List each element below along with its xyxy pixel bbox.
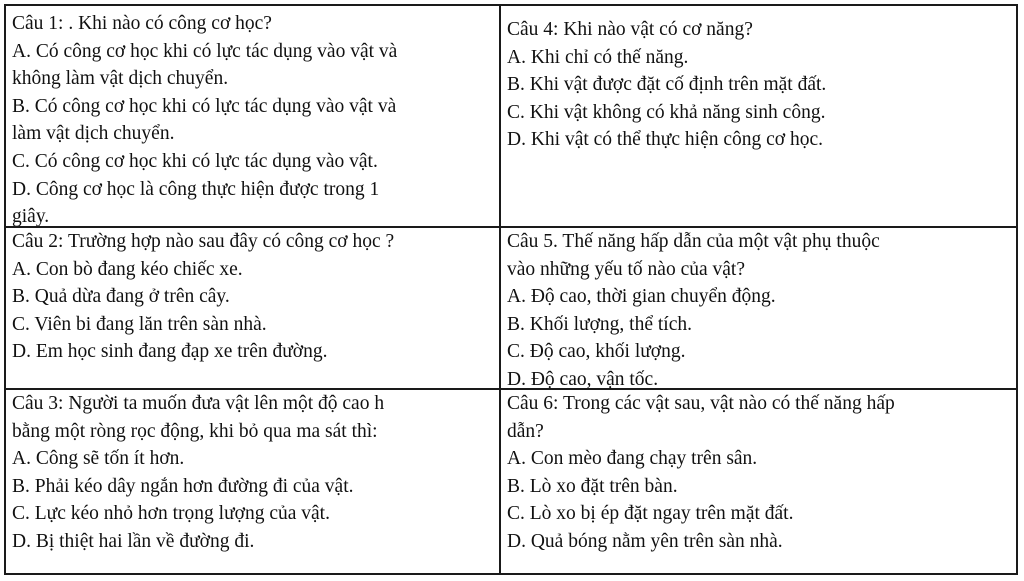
question-6-option-b: B. Lò xo đặt trên bàn. [507,475,678,497]
question-5-option-d: D. Độ cao, vận tốc. [507,368,659,390]
quiz-table [4,4,1018,575]
question-2-option-b: B. Quả dừa đang ở trên cây. [12,286,230,308]
question-2-option-a: A. Con bò đang kéo chiếc xe. [12,258,243,280]
question-4-option-b: B. Khi vật được đặt cố định trên mặt đất. [507,74,827,96]
question-3-cell [6,390,501,573]
question-1-option-d-cont: giây. [12,206,50,228]
question-4-cell [501,6,1016,228]
question-3-option-b: B. Phải kéo dây ngắn hơn đường đi của vật. [12,475,354,497]
question-6-title-cont: dẫn? [507,420,544,442]
question-1-option-d: D. Công cơ học là công thực hiện được trong 1 [12,178,380,200]
question-4-option-d: D. Khi vật có thể thực hiện công cơ học. [507,129,823,151]
question-2-cell [6,228,501,390]
question-2-title: Câu 2: Trường hợp nào sau đây có công cơ học ? [12,231,395,252]
question-4-option-a: A. Khi chỉ có thế năng. [507,46,689,68]
question-3-option-a: A. Công sẽ tốn ít hơn. [12,448,185,470]
question-1-option-b-cont: làm vật dịch chuyển. [12,123,175,145]
question-1-option-c: C. Có công cơ học khi có lực tác dụng vào vật. [12,150,378,172]
question-3-option-d: D. Bị thiệt hai lần về đường đi. [12,530,255,552]
question-6-option-d: D. Quả bóng nằm yên trên sàn nhà. [507,530,783,552]
question-1-option-b: B. Có công cơ học khi có lực tác dụng vào vật và [12,95,397,117]
question-6-option-a: A. Con mèo đang chạy trên sân. [507,448,758,470]
question-5-option-a: A. Độ cao, thời gian chuyển động. [507,286,776,308]
question-3-option-c: C. Lực kéo nhỏ hơn trọng lượng của vật. [12,503,330,525]
question-4-option-c: C. Khi vật không có khả năng sinh công. [507,101,826,123]
question-1-option-a-cont: không làm vật dịch chuyển. [12,68,229,90]
question-3-title: Câu 3: Người ta muốn đưa vật lên một độ cao h [12,393,385,414]
question-5-option-b: B. Khối lượng, thể tích. [507,313,692,335]
question-6-title: Câu 6: Trong các vật sau, vật nào có thế năng hấp [507,393,895,414]
question-2-option-d: D. Em học sinh đang đạp xe trên đường. [12,341,328,363]
question-2-option-c: C. Viên bi đang lăn trên sàn nhà. [12,313,267,335]
question-6-option-c: C. Lò xo bị ép đặt ngay trên mặt đất. [507,503,794,525]
question-5-title: Câu 5. Thế năng hấp dẫn của một vật phụ thuộc [507,231,880,252]
question-1-title: Câu 1: . Khi nào có công cơ học? [12,13,272,34]
question-6-cell [501,390,1016,573]
question-5-cell [501,228,1016,390]
question-3-title-cont: bằng một ròng rọc động, khi bỏ qua ma sát thì: [12,420,378,442]
question-1-cell [6,6,501,228]
question-1-option-a: A. Có công cơ học khi có lực tác dụng vào vật và [12,40,398,62]
question-5-title-cont: vào những yếu tố nào của vật? [507,258,745,280]
question-5-option-c: C. Độ cao, khối lượng. [507,341,686,363]
question-4-title: Câu 4: Khi nào vật có cơ năng? [507,19,753,40]
